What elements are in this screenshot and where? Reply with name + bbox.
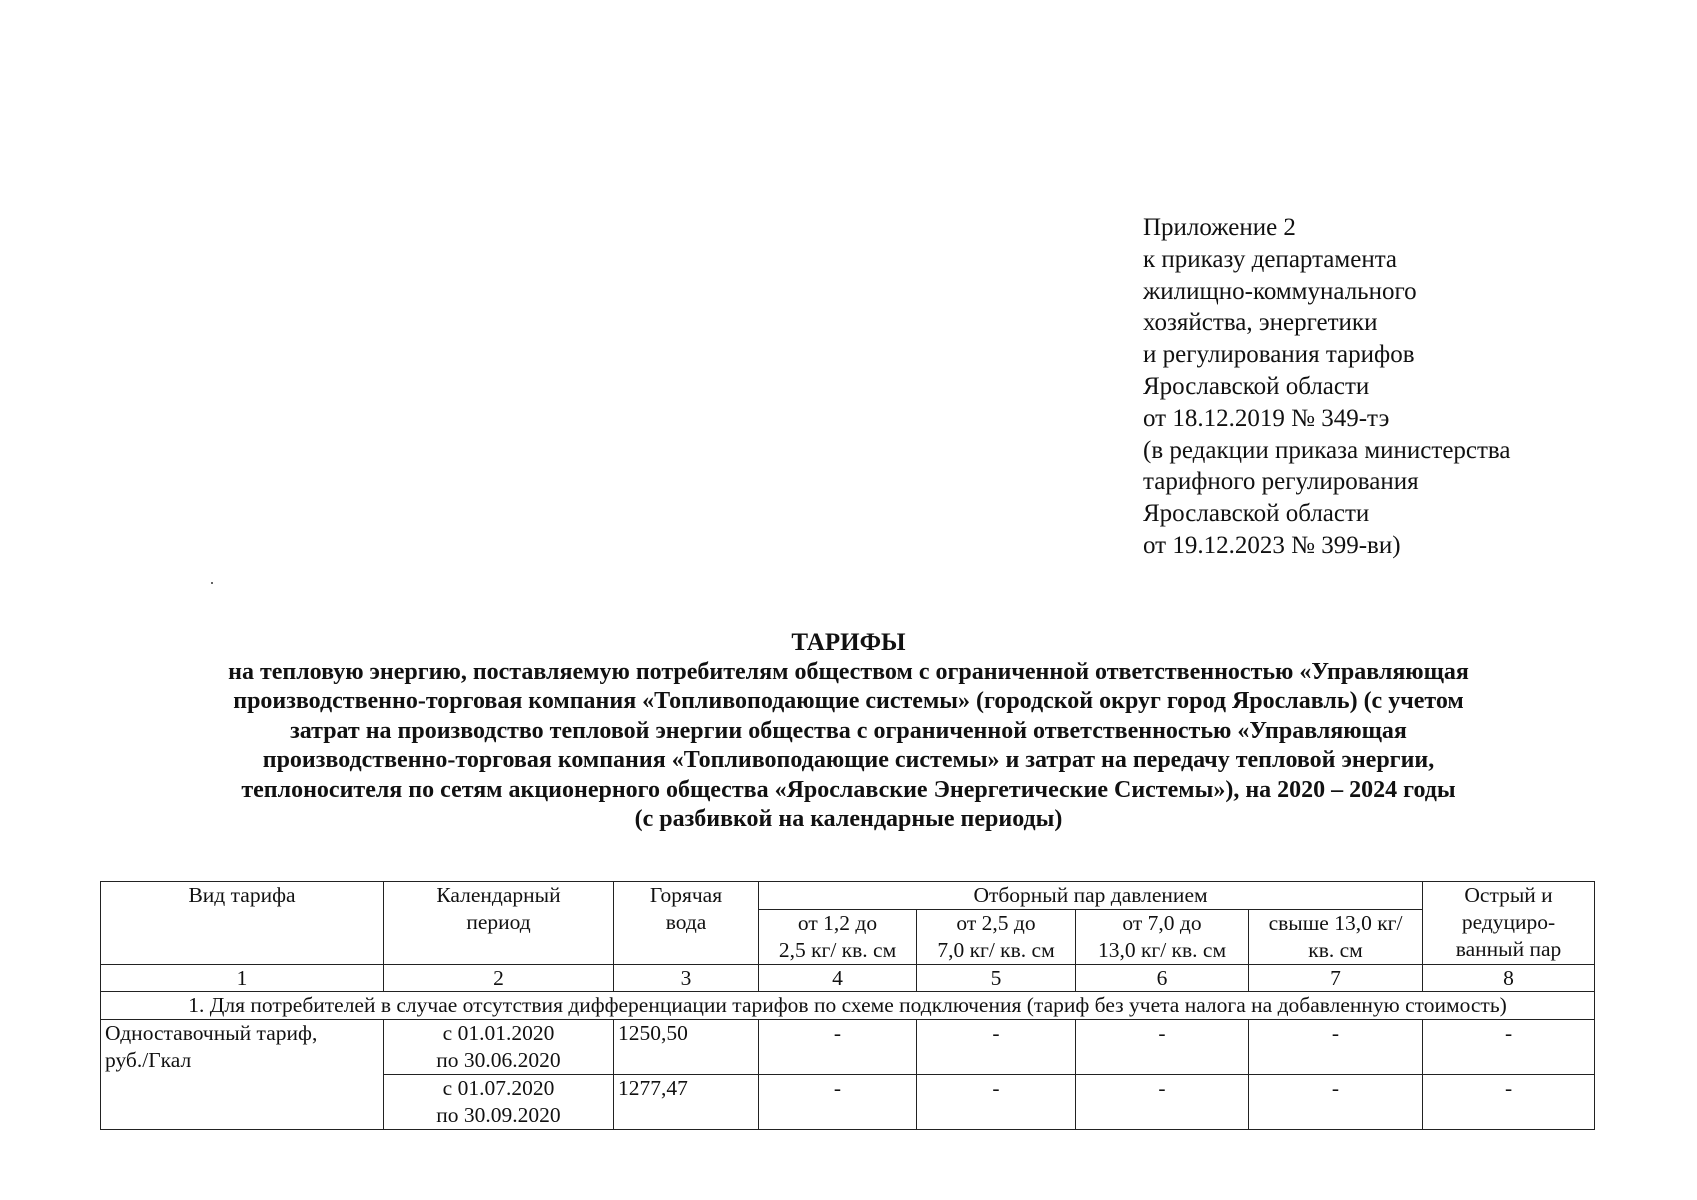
- annex-line: хозяйства, энергетики: [1143, 309, 1378, 337]
- steam-3-value: -: [1076, 1075, 1249, 1130]
- section-row: [101, 992, 1595, 1020]
- header-text: Отборный пар давлением: [973, 883, 1208, 907]
- steam-3-value: -: [1076, 1020, 1249, 1075]
- heading-line: (с разбивкой на календарные периоды): [634, 806, 1063, 832]
- header-steam-2: [917, 910, 1076, 965]
- column-number: 7: [1249, 965, 1423, 992]
- header-text: от 7,0 до: [1122, 911, 1202, 935]
- tariff-unit: руб./Гкал: [105, 1048, 192, 1072]
- table-row: [101, 1020, 1595, 1075]
- header-text: Горячая: [649, 883, 723, 907]
- column-number: 4: [759, 965, 917, 992]
- annex-line: к приказу департамента: [1143, 245, 1398, 273]
- header-text: редуциро-: [1461, 910, 1556, 934]
- tariff-name: Одноставочный тариф,: [105, 1021, 318, 1045]
- section-title: 1. Для потребителей в случае отсутствия дифференциации тарифов по схеме подключения (тариф без учета налога на добавленную стоимость): [101, 992, 1595, 1020]
- header-text: от 2,5 до: [956, 911, 1036, 935]
- header-text: свыше 13,0 кг/: [1268, 911, 1403, 935]
- tariff-name-cell: [101, 1020, 384, 1130]
- header-text: 13,0 кг/ кв. см: [1097, 938, 1227, 962]
- annex-line: Ярославской области: [1143, 500, 1370, 528]
- tariff-table: [100, 881, 1595, 1130]
- steam-4-value: -: [1249, 1020, 1423, 1075]
- header-tariff-type: [101, 882, 384, 965]
- column-number: 5: [917, 965, 1076, 992]
- steam-4-value: -: [1249, 1075, 1423, 1130]
- header-text: период: [466, 910, 531, 934]
- header-text: от 1,2 до: [797, 911, 878, 935]
- header-text: вода: [665, 910, 707, 934]
- steam-2-value: -: [917, 1020, 1076, 1075]
- heading-line: теплоносителя по сетям акционерного общества «Ярославские Энергетические Системы»), на 2020 – 2024 годы: [241, 776, 1456, 803]
- header-text: кв. см: [1308, 938, 1363, 962]
- heading-line: затрат на производство тепловой энергии общества с ограниченной ответственностью «Управляющая: [290, 717, 1407, 744]
- header-text: ванный пар: [1455, 937, 1562, 961]
- heading-line: производственно-торговая компания «Топливоподающие системы» и затрат на передачу тепловой энергии,: [262, 747, 1435, 773]
- annex-line: от 18.12.2019 № 349-тэ: [1143, 404, 1390, 432]
- annex-block: [1143, 212, 1511, 562]
- header-text: Острый и: [1464, 883, 1553, 907]
- annex-line: Приложение 2: [1143, 214, 1296, 241]
- period-cell: [384, 1020, 614, 1075]
- steam-1-value: -: [759, 1020, 917, 1075]
- steam-2-value: -: [917, 1075, 1076, 1130]
- period-from: с 01.07.2020: [442, 1076, 555, 1100]
- annex-line: от 19.12.2023 № 399-ви): [1143, 531, 1401, 559]
- heading-line: производственно-торговая компания «Топливоподающие системы» (городской округ город Ярославль) (с учетом: [233, 688, 1464, 714]
- annex-line: тарифного регулирования: [1143, 468, 1419, 496]
- period-cell: [384, 1075, 614, 1130]
- document-heading: [60, 628, 1637, 835]
- document-title: ТАРИФЫ: [791, 629, 906, 656]
- period-to: по 30.06.2020: [436, 1048, 561, 1072]
- column-number: 3: [614, 965, 759, 992]
- annex-line: (в редакции приказа министерства: [1143, 436, 1511, 464]
- header-hot-water: [614, 882, 759, 965]
- hot-water-value: 1277,47: [614, 1075, 759, 1130]
- annex-line: жилищно-коммунального: [1143, 277, 1417, 305]
- header-steam-1: [759, 910, 917, 965]
- steam-1-value: -: [759, 1075, 917, 1130]
- column-number: 2: [384, 965, 614, 992]
- header-text: 2,5 кг/ кв. см: [778, 938, 897, 962]
- column-number-row: [101, 965, 1595, 992]
- heading-line: на тепловую энергию, поставляемую потребителям обществом с ограниченной ответственностью «Управляющая: [228, 658, 1469, 685]
- column-number: 1: [101, 965, 384, 992]
- column-number: 8: [1423, 965, 1595, 992]
- annex-line: Ярославской области: [1143, 372, 1370, 400]
- header-period: [384, 882, 614, 965]
- sharp-steam-value: -: [1423, 1075, 1595, 1130]
- header-row: [101, 882, 1595, 910]
- header-steam-group: [759, 882, 1423, 910]
- header-sharp-steam: [1423, 882, 1595, 965]
- scan-speck: [211, 582, 213, 584]
- header-text: Вид тарифа: [188, 883, 296, 907]
- column-number: 6: [1076, 965, 1249, 992]
- hot-water-value: 1250,50: [614, 1020, 759, 1075]
- period-to: по 30.09.2020: [436, 1103, 561, 1127]
- annex-line: и регулирования тарифов: [1143, 341, 1415, 369]
- header-steam-3: [1076, 910, 1249, 965]
- sharp-steam-value: -: [1423, 1020, 1595, 1075]
- period-from: с 01.01.2020: [442, 1021, 555, 1045]
- header-text: Календарный: [436, 883, 561, 907]
- header-text: 7,0 кг/ кв. см: [937, 938, 1055, 962]
- header-steam-4: [1249, 910, 1423, 965]
